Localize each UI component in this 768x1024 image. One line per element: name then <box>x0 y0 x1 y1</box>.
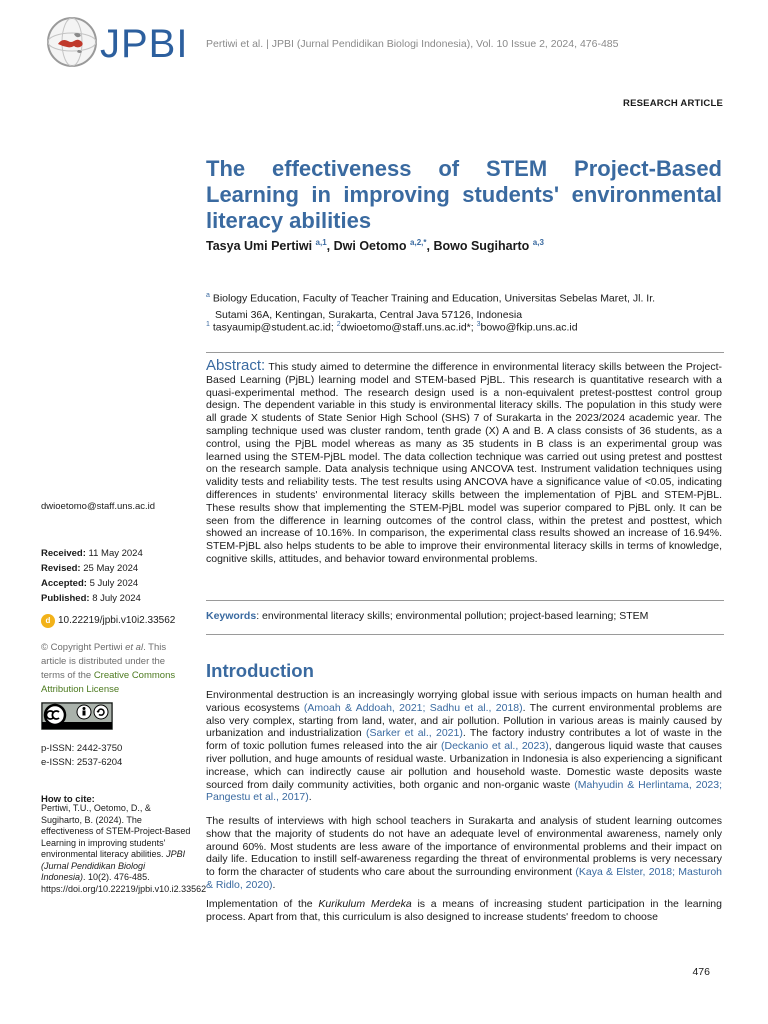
email-mark: 1 <box>206 321 210 328</box>
body-paragraph <box>206 689 722 804</box>
revised-date: 25 May 2024 <box>83 563 139 574</box>
how-to-cite <box>41 803 207 895</box>
keywords-text: : environmental literacy skills; environmental pollution; project-based learning; STEM <box>256 610 649 622</box>
citation-journal: JPBI (Jurnal Pendidikan Biologi Indonesia) <box>41 849 186 882</box>
received-date: 11 May 2024 <box>88 548 143 559</box>
e-issn: e-ISSN: 2537-6204 <box>41 757 123 768</box>
abstract <box>206 357 722 566</box>
body-text: Environmental destruction is an increasingly worrying global issue with serious impacts on human health and various ecosystems <box>206 689 722 714</box>
section-heading: Introduction <box>206 660 314 681</box>
cc-by-sa-icon[interactable] <box>41 702 113 730</box>
keywords-label: Keywords <box>206 610 257 622</box>
email-link[interactable]: dwioetomo@staff.uns.ac.id*; <box>340 321 474 334</box>
issn <box>41 742 191 770</box>
body-text: . The factory industry contributes a lot of waste in the form of toxic pollution fumes released into the air <box>206 727 723 753</box>
author-emails <box>206 321 726 334</box>
author-affiliation-mark: a,3 <box>532 238 544 247</box>
copyright-text: . This article is distributed under the terms of the <box>41 642 167 681</box>
email-mark: 3 <box>476 321 481 328</box>
doi <box>41 614 191 628</box>
body-text: is a means of increasing student participation in the learning process. Apart from that, this curriculum is also designed to increase students' freedom to choose <box>206 898 722 923</box>
citation-link[interactable]: (Sarker et al., 2021) <box>365 727 463 740</box>
corresponding-email[interactable]: dwioetomo@staff.uns.ac.id <box>41 501 156 512</box>
affiliation-mark: a <box>206 292 210 299</box>
author-affiliation-mark: a,1 <box>315 238 327 247</box>
affiliation <box>206 288 724 323</box>
journal-logo <box>44 14 194 76</box>
citation-link[interactable]: (Amoah & Addoah, 2021; Sadhu et al., 2018) <box>303 701 523 714</box>
license-link[interactable]: Creative Commons Attribution License <box>41 670 176 695</box>
how-to-cite-heading: How to cite: <box>41 794 95 805</box>
citation-link[interactable]: (Mahyudin & Herlintama, 2023; Pangestu et al., 2017) <box>206 778 722 804</box>
body-paragraph <box>206 815 722 892</box>
keywords <box>206 610 722 622</box>
divider <box>206 600 724 601</box>
abstract-heading: Abstract: <box>206 357 266 374</box>
citation-link[interactable]: (Deckanio et al., 2023) <box>440 740 549 753</box>
emphasis-text: Kurikulum Merdeka <box>318 898 412 910</box>
email-link[interactable]: tasyaumip@student.ac.id; <box>212 321 334 334</box>
citation-text: . 10(2). 476-485. https://doi.org/10.22219/jpbi.v10.i2.33562 <box>41 872 207 894</box>
body-paragraph <box>206 898 722 924</box>
body-text: The results of interviews with high school teachers in Surakarta and analysis of student learning outcomes show that the majority of students do not have an adequate level of environmental awareness, namely only around 60%. Most students are less aware of the importance of environmental problems and their impact on daily life. Education to instill self-awareness regarding the threat of environmental problems is very necessary to form the character of students who care about the surrounding environment <box>206 815 722 879</box>
copyright-notice <box>41 641 191 697</box>
citation-text: Pertiwi, T.U., Oetomo, D., & Sugiharto, B. (2024). The effectiveness of STEM-Project-Based Learning in improving students' environmental literacy abilities. <box>41 803 191 859</box>
p-issn: p-ISSN: 2442-3750 <box>41 743 123 754</box>
received-label: Received: <box>41 548 86 559</box>
body-text: . <box>272 878 276 891</box>
page-number: 476 <box>692 966 710 978</box>
article-type-label: RESEARCH ARTICLE <box>623 98 723 109</box>
divider <box>206 634 724 635</box>
revised-label: Revised: <box>41 563 81 574</box>
abstract-text: This study aimed to determine the difference in environmental literacy skills between the Project-Based Learning (PjBL) learning model and STEM-based PjBL. This research is quantitative research with a quasi-experimental method. The research design used is a non-equivalent pretest-posttest control group design. The dependent variable in this study is environmental literacy skills. The population in this study were all grade X students of State Senior High School (SHS) 7 of Surakarta in the 2023/2024 academic year. The sampling technique used was cluster random, tenth grade (X) A and B. A class consists of 36 students, as a control, using the PjBL model whereas as many as 35 students in B class is an experimental group was learned using the STEM-PjBL model. The data collection technique was carried out using pretest and posttest on the research sample. Data analysis technique using ANCOVA test. Instrument validation techniques using validity tests and reliability tests. The test results using ANCOVA have a significance value of <0.05, indicating differences in students' environmental literacy skills between the implementation of PjBL and STEM-PjBL. These results show that implementing the STEM-PjBL model was superior compared to PjBL only. It can be seen from the difference in learning outcomes of the control class, within the pretest and posttest, which showed an increase of 10.16%. In comparison, the experimental class results showed an increase of 16.94%. STEM-PjBL also helps students to be able to improve their environmental literacy skills in terms of knowledge, cognitive skills, attitudes, and behavior toward environmental problems. <box>206 361 722 565</box>
logo-text: JPBI <box>100 22 189 66</box>
body-text: , dangerous liquid waste that causes river pollution, and huge amounts of residual waste. Urbanization in Indonesia is also experiencing a significant increase, which can indirectly cause air pollution and household waste. Domestic waste deposits waste sourced from daily community activities, both organic and non-organic waste <box>206 740 723 791</box>
author-affiliation-mark: a,2,* <box>410 238 427 247</box>
body-text: . <box>308 791 312 804</box>
running-head: Pertiwi et al. | JPBI (Jurnal Pendidikan Biologi Indonesia), Vol. 10 Issue 2, 2024, 476-485 <box>206 38 619 50</box>
body-text: Implementation of the <box>206 898 319 910</box>
article-title: The effectiveness of STEM Project-Based Learning in improving students' environmental literacy abilities <box>206 156 722 233</box>
article-dates <box>41 546 191 606</box>
copyright-etal: et al <box>125 642 144 653</box>
accepted-date: 5 July 2024 <box>89 578 139 589</box>
affiliation-line: Sutami 36A, Kentingan, Surakarta, Central Java 57126, Indonesia <box>215 308 523 321</box>
affiliation-line: Biology Education, Faculty of Teacher Training and Education, Universitas Sebelas Maret, Jl. Ir. <box>212 292 656 305</box>
globe-icon <box>44 14 100 70</box>
published-label: Published: <box>41 593 90 604</box>
email-mark: 2 <box>336 321 341 328</box>
email-link[interactable]: bowo@fkip.uns.ac.id <box>480 321 578 334</box>
published-date: 8 July 2024 <box>92 593 141 604</box>
copyright-text: © Copyright Pertiwi <box>41 642 126 653</box>
doi-link[interactable]: 10.22219/jpbi.v10i2.33562 <box>58 615 176 626</box>
doi-icon: d <box>41 614 55 628</box>
author-name[interactable]: Tasya Umi Pertiwi <box>206 239 313 254</box>
divider <box>206 352 724 353</box>
author-name[interactable]: Bowo Sugiharto <box>433 239 530 254</box>
citation-link[interactable]: (Kaya & Elster, 2018; Masturoh & Ridlo, 2020) <box>206 866 723 891</box>
author-list: Tasya Umi Pertiwi $^{a,1}$, Dwi Oetomo $^{a,2,*}$, Bowo Sugiharto $^{a,3}$ <box>206 238 544 254</box>
author-name[interactable]: Dwi Oetomo <box>333 239 407 254</box>
accepted-label: Accepted: <box>41 578 87 589</box>
body-text: . The current environmental problems are also very complex, starting from land, water, and air pollution. Pollution in various areas is mainly caused by urbanization and industrialization <box>206 701 722 740</box>
